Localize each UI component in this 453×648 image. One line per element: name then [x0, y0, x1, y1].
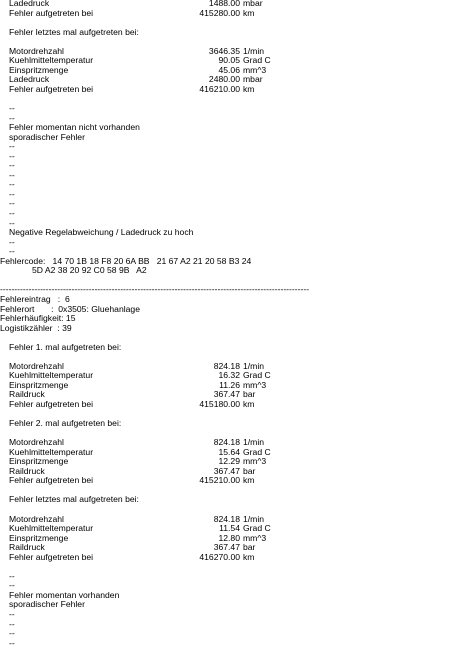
measurement-label: Motordrehzahl [9, 45, 64, 56]
text-line [0, 104, 453, 114]
measurement-label: Kuehlmitteltemperatur [9, 523, 94, 534]
line-text: -- [9, 618, 15, 629]
measurement-unit: km [243, 83, 255, 94]
measurement-label: Fehler aufgetreten bei [9, 475, 94, 486]
line-text: -- [9, 246, 15, 257]
text-line [0, 190, 453, 200]
line-text: Fehler 2. mal aufgetreten bei: [9, 418, 122, 429]
blank-line [0, 276, 453, 286]
line-text: -- [9, 150, 15, 161]
text-line [0, 620, 453, 630]
measurement-value: 416270.00 [199, 551, 240, 562]
text-line [0, 28, 453, 38]
measurement-unit: km [243, 398, 255, 409]
measurement-label: Fehler aufgetreten bei [9, 83, 94, 94]
text-line [0, 180, 453, 190]
measurement-value: 824.18 [213, 360, 240, 371]
measurement-label: Kuehlmitteltemperatur [9, 55, 94, 66]
blank-line [0, 94, 453, 104]
text-line [0, 600, 453, 610]
measurement-label: Einspritzmenge [9, 456, 69, 467]
measurement-value: 367.47 [213, 465, 240, 476]
measurement-value: 12.80 [218, 532, 240, 543]
text-line [0, 324, 453, 334]
measurement-unit: bar [243, 542, 256, 553]
line-text: -- [9, 236, 15, 247]
line-text: -- [9, 141, 15, 152]
line-text: -- [9, 179, 15, 190]
measurement-label: Kuehlmitteltemperatur [9, 370, 94, 381]
line-text: -- [9, 188, 15, 199]
measurement-value: 824.18 [213, 513, 240, 524]
measurement-unit: 1/min [243, 45, 265, 56]
line-text: Fehler letztes mal aufgetreten bei: [9, 494, 139, 505]
measurement-value: 415180.00 [199, 398, 240, 409]
line-text: 5D A2 38 20 92 C0 58 9B A2 [32, 265, 147, 276]
measurement-value: 415210.00 [199, 475, 240, 486]
measurement-unit: km [243, 551, 255, 562]
measurement-value: 16.32 [218, 370, 240, 381]
line-text: Fehler momentan nicht vorhanden [9, 122, 140, 133]
measurement-value: 11.54 [219, 523, 240, 534]
line-text: Logistikzähler : 39 [0, 322, 72, 333]
text-line [0, 199, 453, 209]
measurement-value: 367.47 [213, 542, 240, 553]
line-text: Fehlereintrag : 6 [0, 293, 70, 304]
line-text: Negative Regelabweichung / Ladedruck zu hoch [9, 227, 194, 238]
measurement-unit: km [243, 475, 255, 486]
line-text: Fehler 1. mal aufgetreten bei: [9, 341, 122, 352]
line-text: -- [9, 112, 15, 123]
line-text: Fehler momentan vorhanden [9, 589, 120, 600]
measurement-unit: Grad C [243, 523, 271, 534]
measurement-unit: 1/min [243, 513, 265, 524]
text-line [0, 152, 453, 162]
measurement-unit: Grad C [243, 370, 271, 381]
line-text: -- [9, 208, 15, 219]
measurement-row [0, 553, 453, 563]
measurement-label: Motordrehzahl [9, 360, 64, 371]
measurement-label: Ladedruck [9, 0, 50, 8]
measurement-unit: bar [243, 389, 256, 400]
measurement-unit: Grad C [243, 55, 271, 66]
blank-line [0, 562, 453, 572]
measurement-row [0, 85, 453, 95]
measurement-unit: bar [243, 465, 256, 476]
line-text: -- [9, 628, 15, 639]
measurement-unit: mm^3 [243, 379, 267, 390]
measurement-label: Fehler aufgetreten bei [9, 398, 94, 409]
measurement-unit: 1/min [243, 437, 265, 448]
text-line [0, 238, 453, 248]
text-line [0, 161, 453, 171]
measurement-row [0, 400, 453, 410]
measurement-unit: mm^3 [243, 456, 267, 467]
measurement-value: 367.47 [213, 389, 240, 400]
line-text: -- [9, 103, 15, 114]
measurement-label: Fehler aufgetreten bei [9, 7, 94, 18]
line-text: Fehlerhäufigkeit: 15 [0, 313, 76, 324]
text-line [0, 343, 453, 353]
measurement-value: 1488.00 [208, 0, 240, 8]
measurement-label: Motordrehzahl [9, 513, 64, 524]
text-line [0, 209, 453, 219]
measurement-unit: mm^3 [243, 64, 267, 75]
measurement-unit: km [243, 7, 255, 18]
line-text: -- [9, 160, 15, 171]
text-line [0, 142, 453, 152]
measurement-unit: 1/min [243, 360, 265, 371]
line-text: -- [9, 217, 15, 228]
measurement-unit: mm^3 [243, 532, 267, 543]
measurement-label: Einspritzmenge [9, 379, 69, 390]
measurement-label: Motordrehzahl [9, 437, 64, 448]
measurement-label: Raildruck [9, 389, 45, 400]
measurement-value: 416210.00 [199, 83, 240, 94]
text-line [0, 133, 453, 143]
text-line [0, 419, 453, 429]
text-line [0, 572, 453, 582]
measurement-value: 824.18 [213, 437, 240, 448]
measurement-unit: mbar [243, 74, 263, 85]
line-text: -- [9, 198, 15, 209]
separator-text: ------------------------------------------------------------------------------------------------------------ [0, 285, 310, 295]
measurement-value: 12.29 [218, 456, 240, 467]
measurement-value: 11.26 [219, 379, 240, 390]
line-text: -- [9, 580, 15, 591]
measurement-label: Kuehlmitteltemperatur [9, 446, 94, 457]
text-line [0, 495, 453, 505]
measurement-value: 3646.35 [208, 45, 240, 56]
measurement-label: Raildruck [9, 542, 45, 553]
text-line [0, 228, 453, 238]
measurement-row [0, 476, 453, 486]
measurement-value: 15.64 [218, 446, 240, 457]
measurement-value: 90.05 [218, 55, 240, 66]
measurement-label: Einspritzmenge [9, 64, 69, 75]
measurement-value: 415280.00 [199, 7, 240, 18]
measurement-label: Einspritzmenge [9, 532, 69, 543]
measurement-label: Fehler aufgetreten bei [9, 551, 94, 562]
line-text: -- [9, 169, 15, 180]
measurement-unit: Grad C [243, 446, 271, 457]
line-text: -- [9, 637, 15, 648]
text-line [0, 610, 453, 620]
line-text: Fehlerort : 0x3505: Gluehanlage [0, 303, 140, 314]
text-line [0, 171, 453, 181]
text-line [0, 266, 453, 276]
measurement-label: Ladedruck [9, 74, 50, 85]
measurement-label: Raildruck [9, 465, 45, 476]
measurement-value: 45.06 [218, 64, 240, 75]
line-text: Fehler letztes mal aufgetreten bei: [9, 26, 139, 37]
measurement-value: 2480.00 [208, 74, 240, 85]
line-text: -- [9, 609, 15, 619]
measurement-unit: mbar [243, 0, 263, 8]
line-text: Fehlercode: 14 70 1B 18 F8 20 6A BB 21 67 A2 21 20 58 B3 24 [0, 255, 252, 266]
line-text: sporadischer Fehler [9, 599, 85, 610]
text-line [0, 629, 453, 639]
line-text: -- [9, 570, 15, 581]
line-text: sporadischer Fehler [9, 131, 85, 142]
text-line [0, 639, 453, 648]
measurement-row [0, 9, 453, 19]
